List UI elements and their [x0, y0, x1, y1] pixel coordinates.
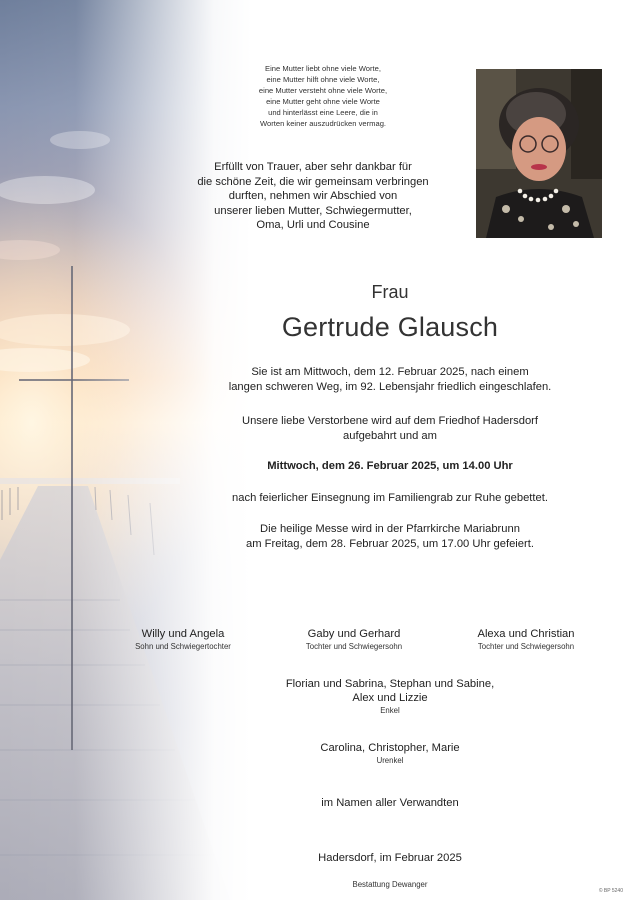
intro-line: Erfüllt von Trauer, aber sehr dankbar für: [214, 161, 412, 173]
funeral-date: Mittwoch, dem 26. Februar 2025, um 14.00 Uhr: [267, 460, 513, 472]
poem-line: eine Mutter geht ohne viele Worte: [266, 97, 380, 106]
family-relation: Tochter und Schwiegersohn: [477, 642, 575, 651]
family-relation: Tochter und Schwiegersohn: [305, 642, 403, 651]
poem: [210, 63, 436, 129]
intro-line: durften, nehmen wir Abschied von: [228, 190, 398, 202]
document-code: © BP 5240: [598, 888, 623, 894]
laid-out-notice: [170, 414, 610, 443]
family-names: Gaby und Gerhard: [307, 628, 401, 640]
family-names: Willy und Angela: [141, 628, 225, 640]
mass-line: am Freitag, dem 28. Februar 2025, um 17.00 Uhr gefeiert.: [246, 537, 534, 550]
laid-out-line: aufgebahrt und am: [343, 429, 437, 442]
poem-line: und hinterlässt eine Leere, die in: [268, 108, 378, 117]
undertaker: Bestattung Dewanger: [352, 880, 428, 889]
poem-line: Worten keiner auszudrücken vermag.: [259, 119, 387, 128]
intro-text: [168, 160, 458, 233]
intro-line: unserer lieben Mutter, Schwiegermutter,: [214, 204, 412, 217]
great-grandchildren-names: Carolina, Christopher, Marie: [320, 742, 460, 754]
family-relation: Sohn und Schwiegertochter: [135, 642, 231, 651]
poem-line: Eine Mutter liebt ohne viele Worte,: [265, 64, 381, 73]
death-notice-line: Sie ist am Mittwoch, dem 12. Februar 2025, nach einem: [251, 366, 529, 378]
family-daughter-2: [436, 628, 616, 651]
mass-line: Die heilige Messe wird in der Pfarrkirche Mariabrunn: [260, 523, 520, 535]
family-names: Alexa und Christian: [477, 628, 575, 640]
laid-out-line: Unsere liebe Verstorbene wird auf dem Friedhof Hadersdorf: [242, 415, 538, 427]
family-son: [93, 628, 273, 651]
grandchildren-line: Florian und Sabrina, Stephan und Sabine,: [285, 678, 495, 690]
burial-notice: nach feierlicher Einsegnung im Familiengrab zur Ruhe gebettet.: [232, 492, 548, 504]
place-date: Hadersdorf, im Februar 2025: [318, 852, 462, 864]
salutation: Frau: [371, 282, 409, 302]
death-notice-line: langen schweren Weg, im 92. Lebensjahr friedlich eingeschlafen.: [228, 380, 552, 393]
intro-line: Oma, Urli und Cousine: [256, 219, 370, 231]
poem-line: eine Mutter hilft ohne viele Worte,: [266, 75, 380, 84]
great-grandchildren-relation: Urenkel: [376, 756, 404, 765]
grandchildren: [170, 678, 610, 715]
intro-line: die schöne Zeit, die wir gemeinsam verbringen: [197, 175, 429, 188]
death-notice: [170, 365, 610, 394]
relatives-line: im Namen aller Verwandten: [321, 797, 459, 809]
grandchildren-relation: Enkel: [380, 706, 400, 715]
mass-notice: [170, 522, 610, 551]
family-daughter-1: [264, 628, 444, 651]
grandchildren-line: Alex und Lizzie: [352, 692, 428, 704]
portrait-photo: [476, 69, 602, 238]
poem-line: eine Mutter versteht ohne viele Worte,: [258, 86, 388, 95]
great-grandchildren: [170, 742, 610, 765]
deceased-name: Gertrude Glausch: [281, 312, 499, 342]
